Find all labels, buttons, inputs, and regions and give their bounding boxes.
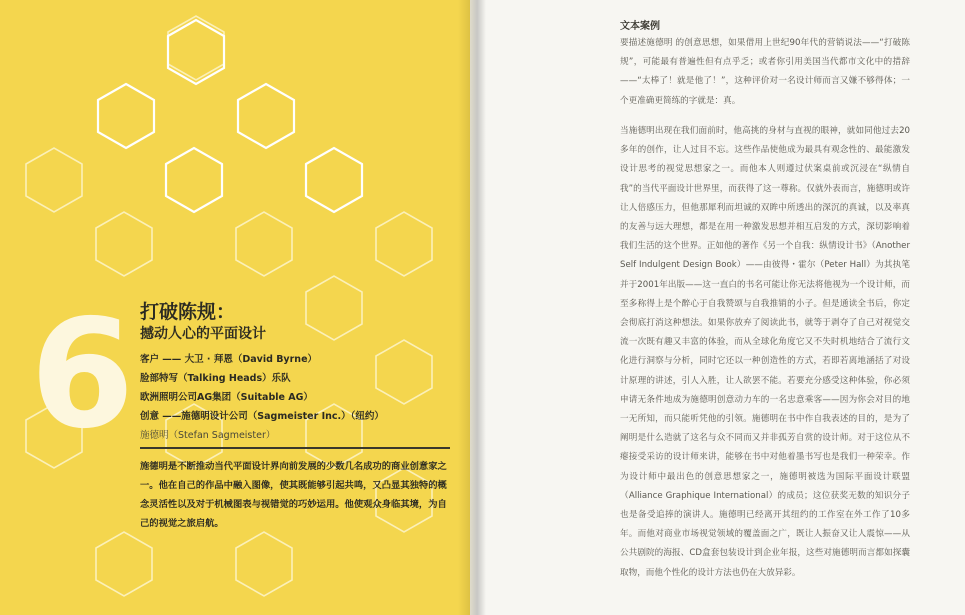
hexagon-outline	[236, 532, 292, 596]
chapter-number: 6	[30, 288, 135, 462]
chapter-subtitle: 撼动人心的平面设计	[140, 326, 266, 342]
hexagon-outline	[238, 84, 294, 148]
credit-designer: 施德明（Stefan Sagmeister）	[140, 430, 276, 441]
hexagon-outline	[376, 212, 432, 276]
hexagon-outline	[306, 276, 362, 340]
hexagon-outline	[306, 148, 362, 212]
hexagon-highlight	[238, 84, 294, 148]
hexagon-outline	[166, 148, 222, 212]
credit-band: 脸部特写（Talking Heads）乐队	[140, 373, 291, 384]
hexagon-highlight	[166, 148, 222, 212]
hexagon-outline	[98, 84, 154, 148]
hexagon-highlight	[168, 20, 224, 84]
body-paragraph-2: 当施德明出现在我们面前时，他高挑的身材与直视的眼神，就如同他过去20多年的创作，让人过目不忘。这些作品使他成为最具有观念性的、最能激发设计思考的视觉思想家之一。而他本人则遵过伏案桌前或沉浸在“纵情自我”的当代平面设计世界里，而获得了这一尊称。仅就外表而言，施德明或许让人倍感压力，但他那犀利而坦诚的双眸中所透出的深沉的真诚，以及率真的友善与远大理想，都是在用一种激发思想并相互启发的方式，深切影响着我们生活的这个世界。正如他的著作《另一个自我：纵情设计书》（Another Self Indulgent Design Book）——由彼得・霍尔（Peter Hall）为其执笔并于2001年出版——这一直白的书名可能让你无法将他视为一个设计师，而至多称得上是个醉心于自我赞颂与自我推销的小子。但是通读全书后，你定会彻底打消这种想法。如果你放弃了阅读此书，就等于剥夺了自己对视觉交流一次既有趣又丰富的体验，而从全球化角度它又不失时机地结合了流行文化进行洞察与分析，同时它还以一种创造性的方式，若即若离地涵括了对设计原理的讲述，引人入胜，让人欲罢不能。若要充分感受这种体验，你必须申请无条件地成为施德明创意动力车的一名忠意乘客——因为你会对目的地一无所知，而只能听凭他的引领。施德明在书中作自我表述的目的，是为了阐明是什么造就了这名与众不同而又并非孤芳自赏的设计师。对于这位从不瘪接受采访的设计师来讲，能够在书中对他着墨书写也是我们一种荣幸。作为设计师中最出色的创意思想家之一，施德明被选为国际平面设计联盟（Alliance Graphique International）的成员；这位获奖无数的知识分子也是备受追捧的演讲人。施德明已经离开其纽约的工作室在外工作了10多年。而他对商业市场视觉领域的覆盖面之广，既让人振奋又让人震惊——从公共剧院的海报、CD盒套包装设计到企业年报，这些对施德明而言都如探囊取物，而他个性化的设计方法也仍在大放异彩。	[620, 126, 910, 578]
hexagon-outline	[168, 16, 224, 80]
project-credits	[140, 350, 384, 445]
credit-creative: 创意 ——施德明设计公司（Sagmeister Inc.）（纽约）	[140, 411, 384, 422]
chapter-title: 打破陈规：	[140, 301, 236, 323]
body-paragraph-1: 要描述施德明 的创意思想，如果借用上世纪90年代的营销说法——“打破陈规”，可能最有普遍性但有点乎乏；或者你引用美国当代都市文化中的措辞——“太棒了！就是他了！”，这种评价对一名设计师而言又嫌不够得体；一个更准确更简练的字就是：真。	[620, 38, 910, 106]
chapter-heading	[140, 300, 266, 344]
hexagon-outline	[376, 340, 432, 404]
intro-paragraph: 施德明是不断推动当代平面设计界向前发展的少数几名成功的商业创意家之一。他在自己的作品中融入图像，使其既能够引起共鸣，又凸显其独特的概念灵活性以及对于机械图表与视错觉的巧妙运用。他使观众身临其境，为自己的视觉之旅启航。	[140, 461, 447, 529]
section-title: 文本案例	[620, 21, 660, 32]
credit-company: 欧洲照明公司AG集团（Suitable AG）	[140, 392, 313, 403]
hexagon-highlight	[98, 84, 154, 148]
left-page	[0, 0, 470, 615]
hexagon-highlight	[306, 148, 362, 212]
page-gutter	[458, 0, 498, 615]
hexagon-outline	[26, 148, 82, 212]
hexagon-outline	[96, 212, 152, 276]
divider	[140, 447, 450, 449]
credit-client: 客户 —— 大卫 · 拜恩（David Byrne）	[140, 354, 318, 365]
hexagon-outline	[236, 212, 292, 276]
hexagon-outline	[96, 532, 152, 596]
